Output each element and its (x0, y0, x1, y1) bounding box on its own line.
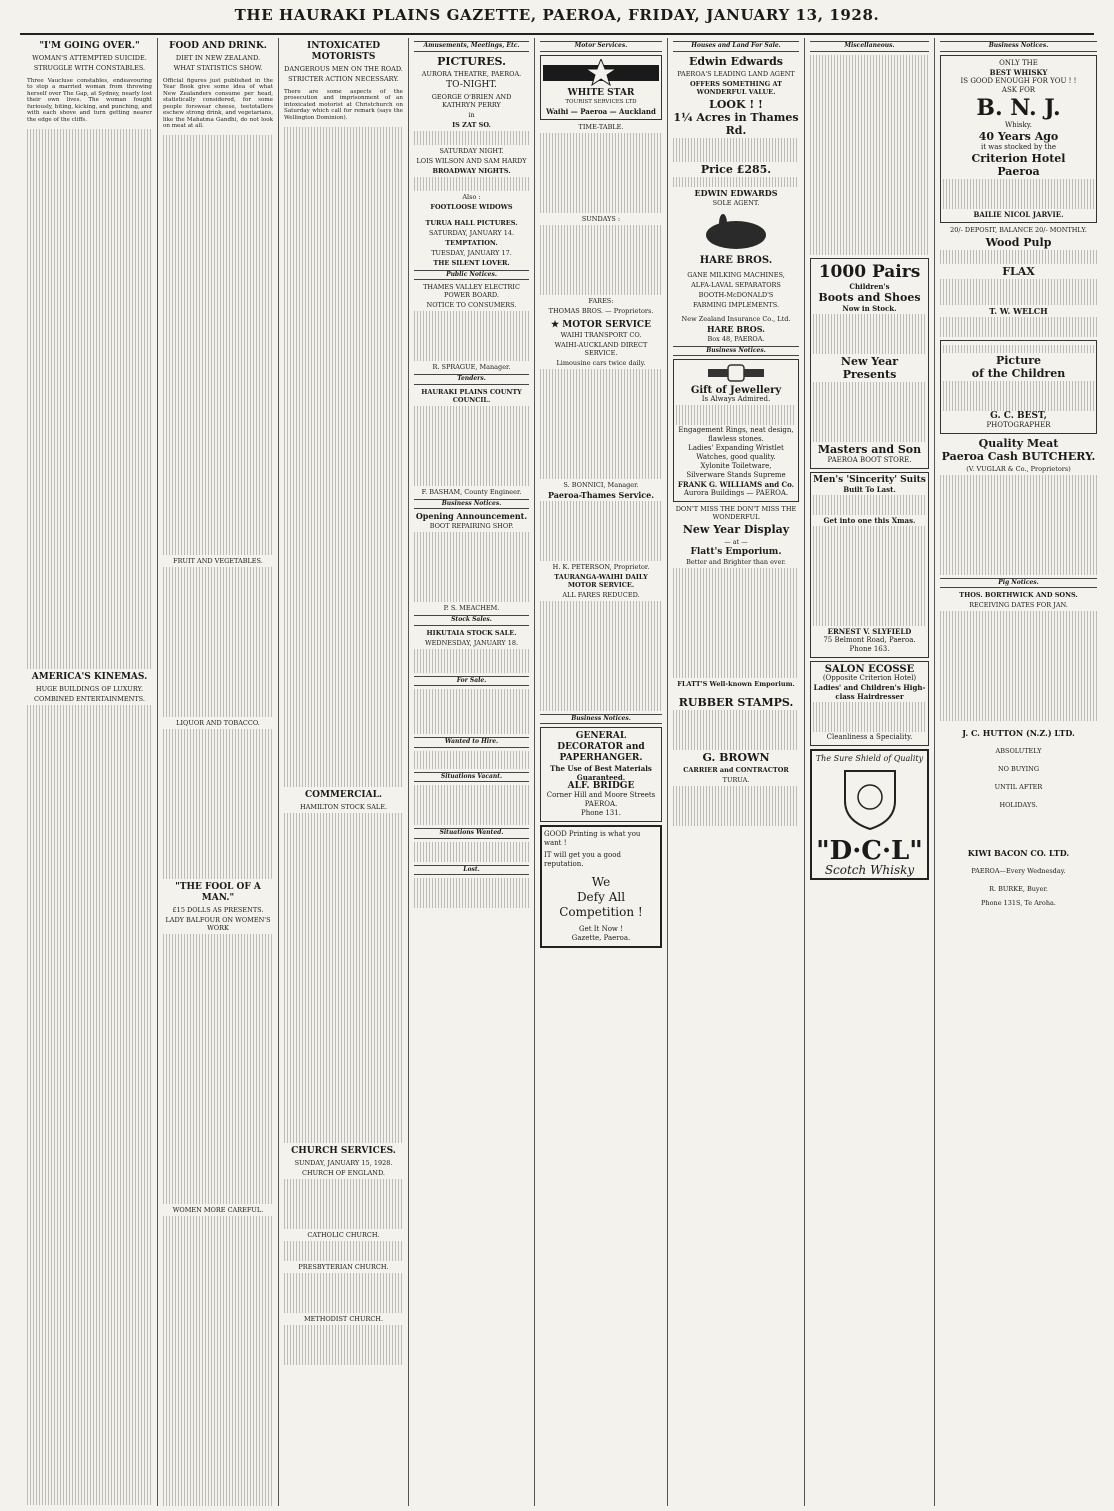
column-3 (279, 38, 409, 1506)
article-subhead: DANGEROUS MEN ON THE ROAD. (284, 65, 403, 73)
ad-text: IT will get you a good reputation. (544, 851, 621, 868)
ad-text: UNTIL AFTER (994, 783, 1043, 791)
ad-text: AURORA THEATRE, PAEROA. (421, 69, 522, 78)
ad-text: ONLY THE (999, 58, 1038, 67)
ad-text: Get It Now ! (579, 925, 623, 933)
ad-text: WEDNESDAY, JANUARY 18. (424, 638, 519, 647)
ad-heading: Picture (995, 353, 1042, 367)
ad-text: SOLE AGENT. (712, 198, 760, 207)
ad-text: Scotch Whisky (824, 862, 915, 877)
ad-heading: Competition ! (559, 905, 643, 919)
ad-text: 20/- DEPOSIT, BALANCE 20/- MONTHLY. (950, 225, 1087, 234)
ad-heading: B. N. J. (976, 94, 1061, 121)
logo-subtext: TOURIST SERVICES LTD (565, 98, 637, 105)
section-header: Situations Wanted. (414, 828, 529, 839)
ad-heading: Boots and Shoes (818, 290, 921, 304)
ad-text: PAEROA BOOT STORE. (827, 455, 912, 464)
ad-text: OFFERS SOMETHING AT WONDERFUL VALUE. (689, 79, 782, 96)
notice-heading: HAURAKI PLAINS COUNTY COUNCIL. (421, 387, 522, 404)
section-header: Houses and Land For Sale. (673, 41, 799, 52)
ad-text: Flatt's Emporium. (690, 547, 782, 557)
ad-text: WAIHI-AUCKLAND DIRECT SERVICE. (554, 340, 648, 357)
ad-text: HOLIDAYS. (999, 801, 1038, 809)
ad-text: FRANK G. WILLIAMS and Co. (677, 480, 795, 489)
timetable-text (540, 133, 662, 213)
ad-text-block (673, 138, 799, 162)
columns (22, 38, 1102, 1506)
ad-heading: 1¼ Acres in Thames Rd. (673, 110, 799, 137)
classified-text (414, 785, 529, 825)
ad-text: Phone 131. (581, 809, 621, 817)
ad-text: THOS. BORTHWICK AND SONS. (959, 591, 1078, 599)
ad-text-block (940, 317, 1097, 337)
ad-heading: Price £285. (700, 162, 772, 176)
article-title: "I'M GOING OVER." (39, 41, 140, 51)
ad-heading (540, 321, 662, 329)
church-heading: PRESBYTERIAN CHURCH. (298, 1262, 389, 1271)
article-text-block (163, 567, 273, 717)
article-subhead: LIQUOR AND TOBACCO. (176, 719, 260, 728)
classified-text (414, 751, 529, 769)
ad-text: LOIS WILSON AND SAM HARDY (416, 156, 527, 165)
ad-heading: Opening Announcement. (415, 511, 528, 521)
notice-signature: F. BASHAM, County Engineer. (421, 487, 522, 496)
ad-text: Better and Brighter than ever. (686, 558, 786, 566)
column-8 (935, 38, 1102, 1506)
logo-text: HARE BROS. (699, 254, 773, 266)
ad-heading: 40 Years Ago (978, 129, 1059, 143)
section-header: Stock Sales. (414, 615, 529, 626)
article-subhead: WOMEN MORE CAREFUL. (172, 1206, 264, 1215)
ad-text: Engagement Rings, neat design, flawless stones. (678, 426, 794, 443)
article-text-block (163, 934, 273, 1204)
ad-heading: HIKUTAIA STOCK SALE. (426, 628, 517, 637)
ad-text: ALFA-LAVAL SEPARATORS (691, 280, 781, 289)
ad-text: Ladies' Expanding Wristlet Watches, good quality. (688, 444, 784, 461)
article-body: Three Vaucluse constables, endeavouring to stop a married woman from throwing herself over The Gap, at Sydney, nearly lost their own lives. The woman fought furiously, biting, kicking, and punching, and with each shove and turn getting nearer the edge of the cliffs. (27, 77, 152, 123)
ad-text: THE SILENT LOVER. (433, 258, 510, 267)
article-subhead: HUGE BUILDINGS OF LUXURY. (35, 684, 144, 693)
printing-ad (540, 825, 662, 948)
ad-heading: Masters and Son (817, 442, 922, 456)
ad-text: GOOD Printing is what you want ! (544, 830, 641, 847)
article-subhead: STRUGGLE WITH CONSTABLES. (33, 64, 146, 72)
hare-bros-logo-graphic (701, 213, 771, 253)
ad-text: DON'T MISS THE DON'T MISS THE WONDERFUL (675, 505, 797, 521)
ad-signature: H. K. PETERSON, Proprietor. (552, 562, 650, 571)
ad-text: TUESDAY, JANUARY 17. (431, 248, 512, 257)
ad-heading: Men's 'Sincerity' Suits (813, 474, 926, 485)
ad-text-block (813, 702, 926, 732)
ad-heading: KIWI BACON CO. LTD. (967, 848, 1070, 858)
ad-text: G. C. BEST, (990, 410, 1047, 421)
timetable-text (540, 501, 662, 561)
masthead-rule (20, 33, 1094, 35)
jewellery-ad (673, 359, 799, 502)
ad-text: WAIHI TRANSPORT CO. (560, 330, 642, 339)
ad-text-block (940, 611, 1097, 721)
ad-text: HARE BROS. (707, 323, 765, 334)
church-text (284, 1325, 403, 1365)
section-header: Lost. (414, 865, 529, 876)
ad-text: 75 Belmont Road, Paeroa. Phone 163. (823, 635, 916, 653)
ad-heading: 1000 Pairs (818, 261, 921, 282)
ad-text: Built To Last. (843, 484, 896, 494)
column-2 (158, 38, 279, 1506)
ad-heading: TAURANGA-WAIHI DAILY MOTOR SERVICE. (554, 572, 648, 589)
ad-text: Phone 131S, Te Aroha. (981, 899, 1056, 907)
ad-text: The Use of Best Materials Guaranteed. (550, 764, 652, 782)
section-header: Business Notices. (414, 499, 529, 510)
ad-text: GANE MILKING MACHINES, (687, 270, 785, 279)
section-header: Wanted to Hire. (414, 737, 529, 748)
ad-text: PHOTOGRAPHER (986, 420, 1051, 429)
ad-text: FLATT'S Well-known Emporium. (677, 680, 795, 688)
article-title: AMERICA'S KINEMAS. (31, 671, 148, 682)
ad-text: Box 48, PAEROA. (707, 334, 765, 343)
ad-text: ALF. BRIDGE (567, 781, 635, 791)
notice-text (414, 406, 529, 486)
article-text-block (27, 705, 152, 1505)
ad-text: Gazette, Paeroa. (571, 934, 631, 942)
ad-text: T. W. WELCH (989, 305, 1048, 316)
section-header: Public Notices. (414, 270, 529, 281)
article-title: CHURCH SERVICES. (291, 1145, 396, 1156)
ad-heading: Criterion Hotel (971, 151, 1066, 165)
section-header: Miscellaneous. (810, 41, 929, 52)
article-title: INTOXICATED MOTORISTS (306, 41, 381, 62)
ad-heading: Paeroa Cash BUTCHERY. (941, 449, 1096, 463)
ad-text: ALL FARES REDUCED. (562, 590, 640, 599)
ad-heading: FLAX (1002, 264, 1035, 278)
ad-text: BOOTH-McDONALD'S (698, 290, 774, 299)
column-5 (535, 38, 668, 1506)
article-subhead: STRICTER ACTION NECESSARY. (288, 75, 399, 83)
ad-heading: Defy All (576, 890, 626, 904)
ad-heading: New Year Presents (840, 354, 899, 381)
ad-text: ASK FOR (1001, 85, 1036, 94)
column-1 (22, 38, 158, 1506)
ad-text-block (940, 250, 1097, 264)
ad-text-block (676, 405, 796, 425)
ad-heading: LOOK ! ! (709, 97, 763, 111)
classified-text (810, 55, 929, 255)
ad-heading: G. BROWN (702, 751, 770, 764)
ad-text: FOOTLOOSE WIDOWS (430, 202, 513, 211)
ad-text: R. BURKE, Buyer. (989, 885, 1048, 893)
salon-ad (810, 661, 929, 746)
ad-text-block (813, 495, 926, 515)
article-text-block (163, 729, 273, 879)
ad-heading: J. C. HUTTON (N.Z.) LTD. (962, 728, 1075, 738)
ad-text: Also : (462, 192, 481, 201)
ad-heading: GENERAL DECORATOR and PAPERHANGER. (557, 731, 645, 763)
article-text-block (284, 813, 403, 1143)
ad-text: Limousine cars twice daily. (556, 358, 646, 367)
ad-text: BROADWAY NIGHTS. (432, 166, 511, 175)
article-title: FOOD AND DRINK. (169, 41, 267, 51)
timetable-text (540, 601, 662, 711)
ad-text: Ladies' and Children's High-class Hairdresser (813, 682, 926, 701)
ad-text: New Zealand Insurance Co., Ltd. (681, 314, 791, 323)
timetable-text (540, 369, 662, 479)
watch-icon (706, 363, 766, 383)
ad-signature: THOMAS BROS. — Proprietors. (548, 306, 654, 315)
ad-text: TEMPTATION. (445, 238, 498, 247)
masthead: THE HAURAKI PLAINS GAZETTE, PAEROA, FRIDAY, JANUARY 13, 1928. (234, 6, 880, 24)
ad-text: SATURDAY, JANUARY 14. (428, 228, 515, 237)
boots-shoes-ad (810, 258, 929, 469)
section-header: Tenders. (414, 374, 529, 385)
ad-text: BAILIE NICOL JARVIE. (973, 209, 1064, 219)
ad-heading: New Year Display (682, 523, 790, 536)
ad-text: Children's (849, 281, 890, 291)
ad-text-block (414, 177, 529, 191)
ad-heading: Edwin Edwards (689, 54, 783, 68)
ad-heading: Paeroa (997, 164, 1040, 178)
ad-text: FARMING IMPLEMENTS. (692, 300, 780, 309)
article-subhead: LADY BALFOUR ON WOMEN'S WORK (165, 916, 271, 933)
ad-text-block (943, 345, 1094, 353)
ad-text: Now in Stock. (842, 303, 897, 313)
ad-heading: SALON ECOSSE (824, 663, 915, 675)
ad-heading-text: MOTOR SERVICE (562, 319, 651, 330)
notice-heading: THAMES VALLEY ELECTRIC POWER BOARD. (423, 283, 520, 299)
ad-text: TO-NIGHT. (446, 79, 497, 90)
ad-heading: Quality Meat (978, 436, 1059, 450)
ad-text-block (414, 649, 529, 673)
ad-text-block (943, 179, 1094, 209)
article-subhead: COMBINED ENTERTAINMENTS. (34, 694, 145, 703)
article-subhead: SUNDAY, JANUARY 15, 1928. (294, 1158, 393, 1167)
article-text-block (163, 1216, 273, 1506)
ad-text-block (673, 177, 799, 187)
article-body: Official figures just published in the Year Book give some idea of what New Zealanders consume per head, statistically considered, for some people forswear cheese, teetotallers eschew strong drink, and vegetarians, like the Mahatma Gandhi, do not look on meat at all. (163, 77, 273, 130)
ad-text: BOOT REPAIRING SHOP. (429, 522, 514, 530)
ad-heading: "D·C·L" (816, 835, 923, 866)
article-subhead: WOMAN'S ATTEMPTED SUICIDE. (32, 54, 147, 62)
white-star-logo (543, 59, 659, 89)
section-header: Business Notices. (940, 41, 1097, 52)
timetable-heading: FARES: (588, 296, 614, 305)
church-text (284, 1241, 403, 1261)
ad-text: EDWIN EDWARDS (694, 187, 778, 198)
article-subhead: WHAT STATISTICS SHOW. (173, 64, 263, 72)
article-title: COMMERCIAL. (304, 789, 383, 800)
ad-text: it was stocked by the (980, 142, 1056, 151)
notice-heading: NOTICE TO CONSUMERS. (426, 301, 517, 309)
ad-heading: We (591, 875, 611, 889)
church-heading: METHODIST CHURCH. (303, 1314, 384, 1323)
ad-text-block (414, 131, 529, 145)
ad-text-block (813, 314, 926, 354)
church-text (284, 1179, 403, 1229)
ad-text: CARRIER and CONTRACTOR (683, 766, 789, 774)
timetable-heading: TIME-TABLE. (578, 122, 624, 131)
ad-heading: Gift of Jewellery (690, 385, 782, 396)
ad-text-block (673, 568, 799, 678)
route-text: Waihi — Paeroa — Auckland (546, 106, 656, 116)
article-subhead: DIET IN NEW ZEALAND. (175, 54, 261, 62)
ad-signature: P. S. MEACHEM. (443, 604, 500, 612)
section-header: Situations Vacant. (414, 772, 529, 783)
column-7 (805, 38, 935, 1506)
ad-text: BEST WHISKY (989, 67, 1048, 77)
classified-text (414, 689, 529, 734)
classified-text (414, 842, 529, 862)
timetable-text (540, 225, 662, 295)
church-text (284, 1273, 403, 1313)
suits-ad (810, 472, 929, 658)
star-icon: ★ (551, 319, 563, 330)
classified-text (414, 878, 529, 908)
article-text-block (163, 135, 273, 555)
dcl-whisky-ad (810, 749, 929, 880)
ad-text-block (673, 786, 799, 826)
logo-text: WHITE STAR (567, 87, 635, 98)
column-6 (668, 38, 805, 1506)
white-star-ad (540, 55, 662, 120)
timetable-heading: SUNDAYS : (581, 214, 621, 223)
ad-text: PAEROA'S LEADING LAND AGENT (677, 69, 795, 78)
section-header: Business Notices. (673, 346, 799, 357)
ad-text: Aurora Buildings — PAEROA. (683, 489, 789, 497)
ad-text: NO BUYING (997, 765, 1040, 773)
bnj-whisky-ad (940, 55, 1097, 223)
notice-signature: R. SPRAGUE, Manager. (432, 363, 511, 371)
ad-heading: Wood Pulp (985, 235, 1052, 249)
ad-text: The Sure Shield of Quality (815, 753, 924, 763)
ad-heading: Paeroa-Thames Service. (547, 489, 655, 500)
church-heading: CHURCH OF ENGLAND. (302, 1168, 385, 1177)
ad-text-block (940, 475, 1097, 575)
ad-heading: RUBBER STAMPS. (678, 696, 794, 709)
ad-heading: PICTURES. (437, 54, 506, 68)
notice-text (414, 311, 529, 361)
ad-text: IS GOOD ENOUGH FOR YOU ! ! (960, 76, 1077, 85)
ad-text-block (414, 532, 529, 602)
article-body: There are some aspects of the prosecution and imprisonment of an intoxicated motorist at Christchurch on Saturday which call for remark (says the Wellington Dominion). (284, 88, 403, 121)
ad-signature: S. BONNICI, Manager. (563, 480, 639, 489)
ad-text: RECEIVING DATES FOR JAN. (969, 601, 1068, 609)
ad-text: Cleanliness a Speciality. (826, 732, 913, 741)
article-title: "THE FOOL OF A MAN." (175, 882, 261, 904)
ad-text: Get into one this Xmas. (823, 515, 916, 525)
decorator-ad (540, 727, 662, 822)
ad-text: ABSOLUTELY (995, 747, 1042, 755)
article-subhead: HAMILTON STOCK SALE. (299, 802, 388, 811)
ad-text: Whisky. (1004, 120, 1033, 129)
section-header: Business Notices. (540, 714, 662, 725)
ad-text-block (673, 710, 799, 750)
ad-text: ERNEST V. SLYFIELD (827, 626, 912, 636)
ad-text: Xylonite Toiletware, (700, 462, 772, 470)
ad-text: (V. VUGLAR & Co., Proprietors) (966, 464, 1071, 473)
ad-text-block (813, 382, 926, 442)
white-star-logo-graphic (543, 59, 659, 89)
ad-text: TURUA HALL PICTURES. (425, 218, 518, 227)
ad-text: Is Always Admired. (701, 395, 771, 403)
ad-text: (Opposite Criterion Hotel) (822, 673, 917, 682)
ad-text: in (468, 110, 475, 119)
section-header: Amusements, Meetings, Etc. (414, 41, 529, 52)
article-subhead: £15 DOLLS AS PRESENTS. (172, 906, 264, 915)
ad-text-block (943, 381, 1094, 411)
ad-text: Silverware Stands Supreme (686, 471, 786, 479)
shield-icon (835, 763, 905, 833)
ad-text: Corner Hill and Moore Streets PAEROA. (546, 791, 656, 808)
ad-text: — at — (724, 538, 748, 546)
section-header: Motor Services. (540, 41, 662, 52)
section-header: Pig Notices. (940, 578, 1097, 589)
hare-bros-ad (673, 210, 799, 268)
article-subhead: FRUIT AND VEGETABLES. (173, 557, 263, 566)
article-text-block (284, 127, 403, 787)
section-header: For Sale. (414, 676, 529, 687)
ad-text-block (813, 526, 926, 626)
column-4 (409, 38, 535, 1506)
ad-text: SATURDAY NIGHT. (439, 146, 504, 155)
ad-text: IS ZAT SO. (452, 120, 491, 129)
article-text-block (27, 129, 152, 669)
ad-heading: of the Children (971, 366, 1066, 380)
ad-text: GEORGE O'BRIEN AND KATHRYN PERRY (431, 92, 512, 109)
ad-text: PAEROA—Every Wednesday. (971, 867, 1066, 875)
ad-text-block (940, 279, 1097, 305)
ad-text: TURUA. (722, 776, 750, 784)
photographer-ad (940, 340, 1097, 434)
church-heading: CATHOLIC CHURCH. (307, 1230, 380, 1239)
